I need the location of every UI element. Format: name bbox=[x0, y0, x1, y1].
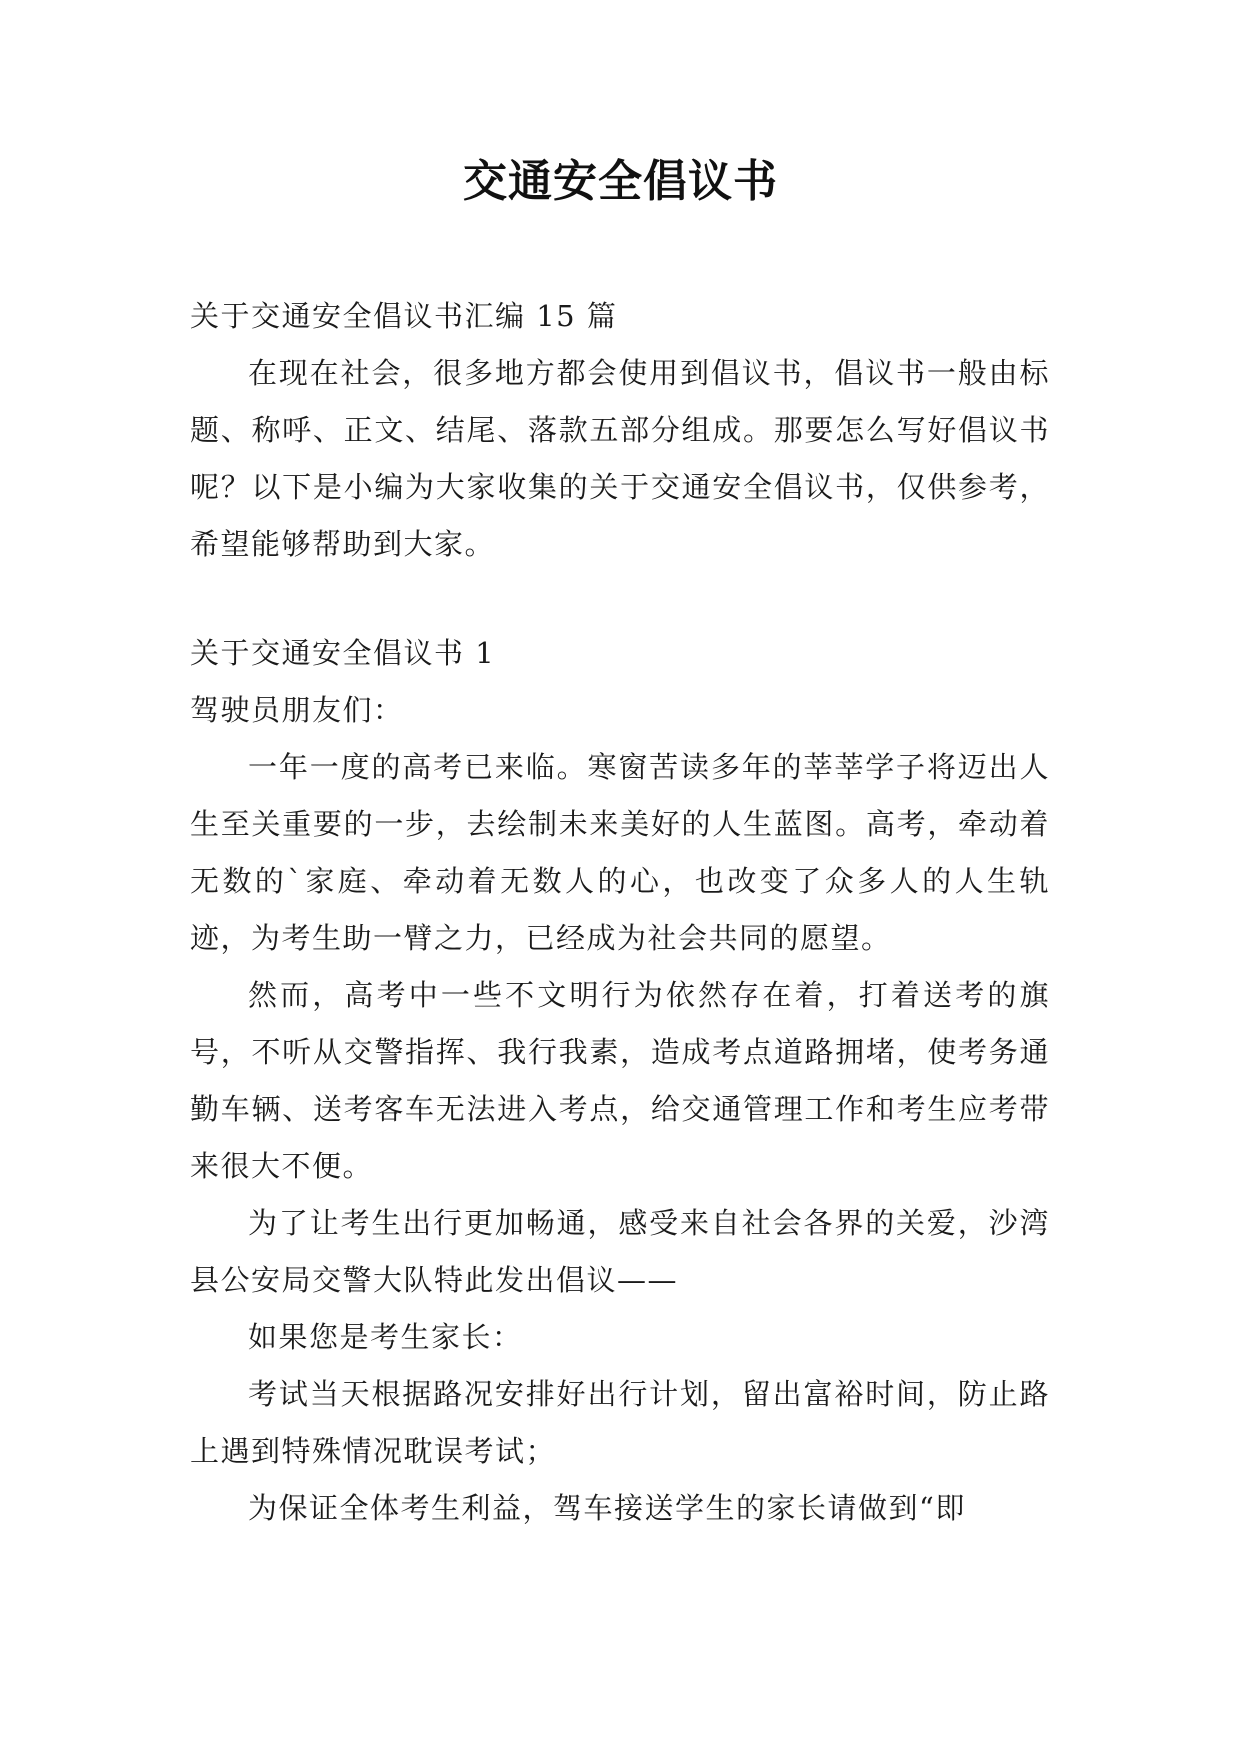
body-paragraph-3: 为了让考生出行更加畅通，感受来自社会各界的关爱，沙湾县公安局交警大队特此发出倡议—— bbox=[190, 1206, 1050, 1297]
document-subtitle: 关于交通安全倡议书汇编 15 篇 bbox=[190, 299, 618, 333]
body-paragraph-4: 如果您是考生家长： bbox=[248, 1320, 523, 1354]
section-spacer bbox=[190, 573, 1050, 625]
document-title: 交通安全倡议书 bbox=[463, 156, 778, 207]
body-paragraph-6: 为保证全体考生利益，驾车接送学生的家长请做到“即 bbox=[248, 1491, 966, 1525]
salutation: 驾驶员朋友们： bbox=[190, 693, 404, 727]
intro-paragraph: 在现在社会，很多地方都会使用到倡议书，倡议书一般由标题、称呼、正文、结尾、落款五部分组成。那要怎么写好倡议书呢？以下是小编为大家收集的关于交通安全倡议书，仅供参考，希望能够帮助到大家。 bbox=[190, 356, 1050, 561]
document-body bbox=[190, 288, 1050, 1537]
section-heading: 关于交通安全倡议书 1 bbox=[190, 636, 496, 670]
body-paragraph-2: 然而，高考中一些不文明行为依然存在着，打着送考的旗号，不听从交警指挥、我行我素，造成考点道路拥堵，使考务通勤车辆、送考客车无法进入考点，给交通管理工作和考生应考带来很大不便。 bbox=[190, 978, 1050, 1183]
body-paragraph-1: 一年一度的高考已来临。寒窗苦读多年的莘莘学子将迈出人生至关重要的一步，去绘制未来美好的人生蓝图。高考，牵动着无数的`家庭、牵动着无数人的心，也改变了众多人的人生轨迹，为考生助一臂之力，已经成为社会共同的愿望。 bbox=[190, 750, 1050, 955]
body-paragraph-5: 考试当天根据路况安排好出行计划，留出富裕时间，防止路上遇到特殊情况耽误考试； bbox=[190, 1377, 1050, 1468]
